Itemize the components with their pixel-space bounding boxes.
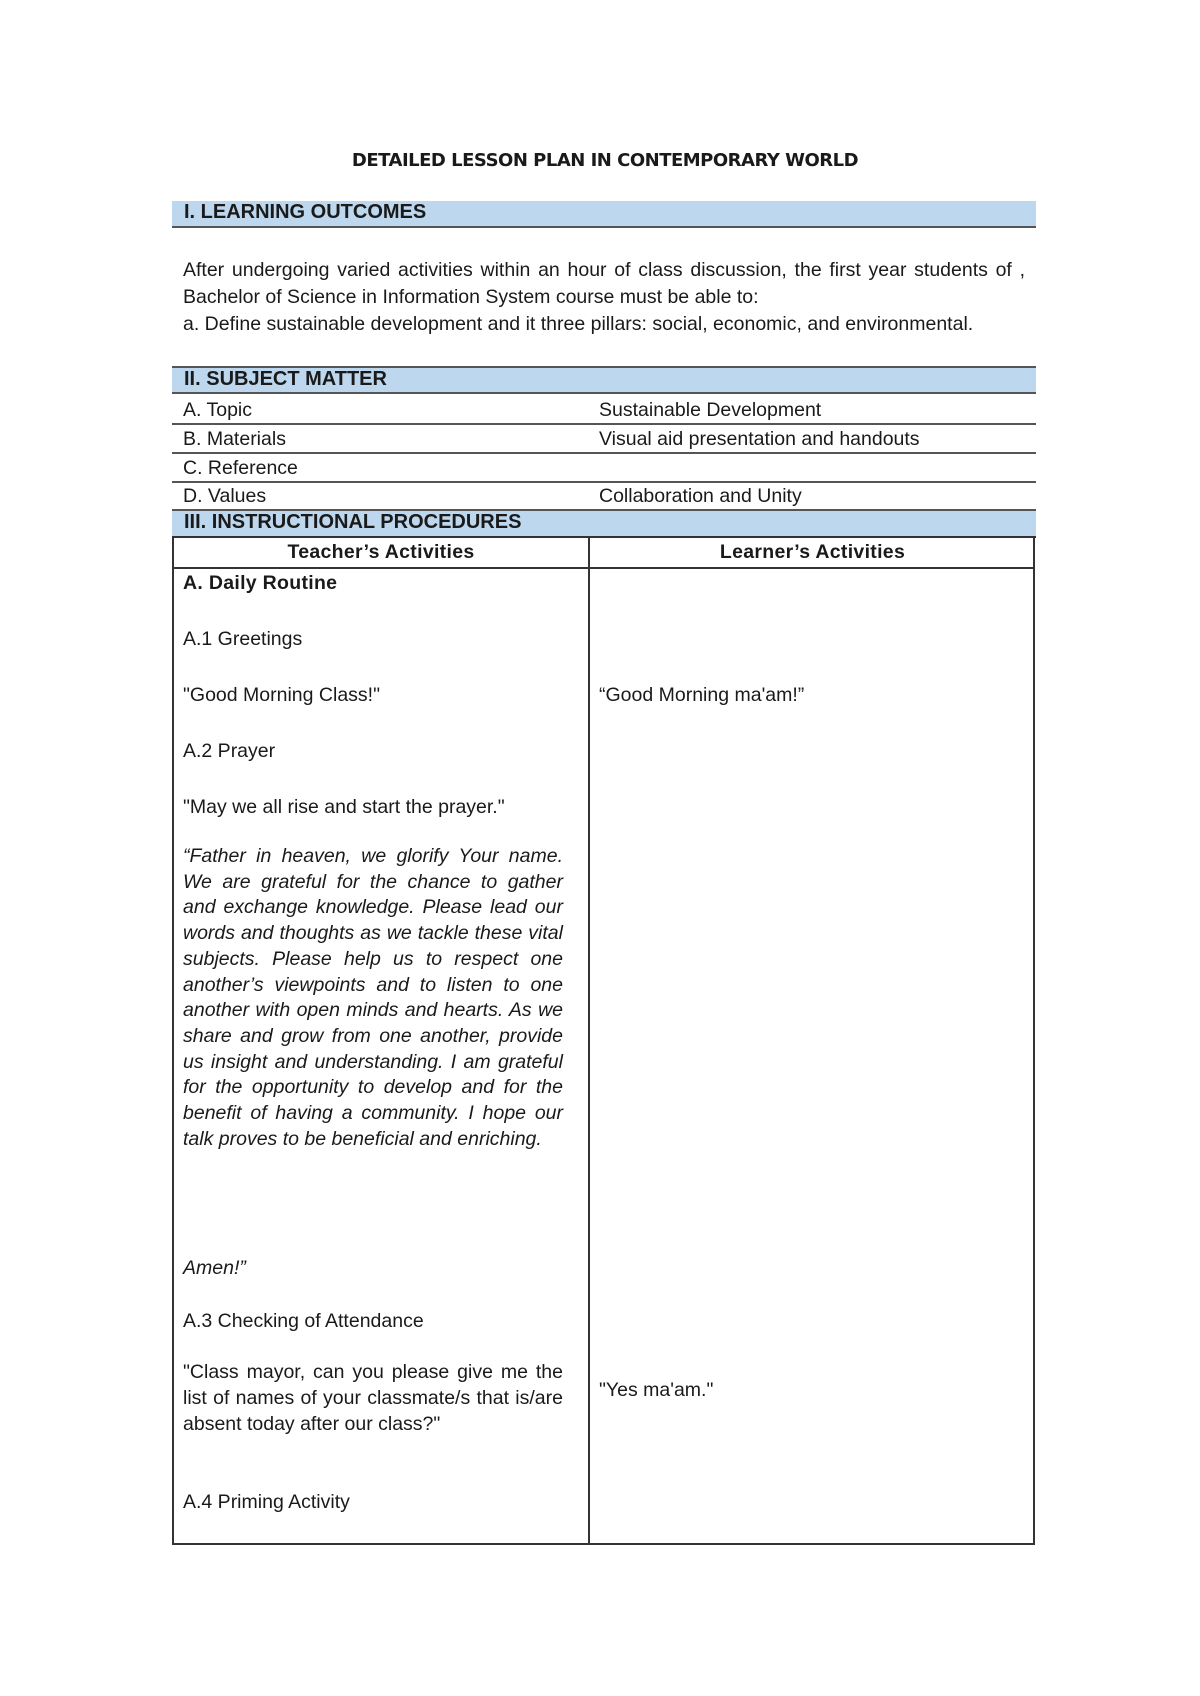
greetings-label: A.1 Greetings xyxy=(183,628,303,650)
prayer-amen: Amen!” xyxy=(183,1257,246,1279)
reference-label: C. Reference xyxy=(183,457,298,479)
subject-matter-row-materials xyxy=(172,425,1036,454)
document-title: DETAILED LESSON PLAN IN CONTEMPORARY WORLD xyxy=(351,150,859,171)
greetings-teacher: "Good Morning Class!" xyxy=(183,684,381,706)
prayer-label: A.2 Prayer xyxy=(183,740,276,762)
learning-outcomes-intro: After undergoing varied activities within an hour of class discussion, the first year students of , Bachelor of Science in Information System course must be able to: xyxy=(183,259,1025,308)
subject-matter-heading-text: II. SUBJECT MATTER xyxy=(184,368,387,390)
subject-matter-heading xyxy=(172,366,1036,394)
learning-outcomes-objective-a: a. Define sustainable development and it three pillars: social, economic, and environmental. xyxy=(183,313,974,335)
materials-label: B. Materials xyxy=(183,428,286,450)
subject-matter-row-reference xyxy=(172,454,1036,483)
greetings-learner: “Good Morning ma'am!” xyxy=(599,684,805,706)
attendance-learner: "Yes ma'am." xyxy=(599,1379,714,1401)
prayer-text: “Father in heaven, we glorify Your name. We are grateful for the chance to gather and exchange knowledge. Please lead our words and thoughts as we tackle these vital subjects. Please help us to respect one another’s viewpoints and to listen to one another with open minds and hearts. As we share and grow from one another, provide us insight and understanding. I am grateful for the opportunity to develop and for the benefit of having a community. I hope our talk proves to be beneficial and enriching. xyxy=(183,845,563,1150)
learning-outcomes-heading xyxy=(172,201,1036,228)
attendance-teacher: "Class mayor, can you please give me the list of names of your classmate/s that is/are absent today after our class?" xyxy=(183,1361,563,1435)
teacher-activities-header: Teacher’s Activities xyxy=(287,541,475,563)
learner-activities-header: Learner’s Activities xyxy=(719,541,906,563)
column-divider xyxy=(588,537,590,1543)
header-rule xyxy=(174,567,1033,569)
priming-activity-label: A.4 Priming Activity xyxy=(183,1491,350,1513)
subject-matter-row-topic xyxy=(172,396,1036,425)
daily-routine-heading: A. Daily Routine xyxy=(183,572,338,594)
values-value: Collaboration and Unity xyxy=(599,485,802,507)
procedures-heading xyxy=(172,511,1036,538)
prayer-teacher: "May we all rise and start the prayer." xyxy=(183,796,505,818)
materials-value: Visual aid presentation and handouts xyxy=(599,428,920,450)
subject-matter-row-values xyxy=(172,482,1036,511)
learning-outcomes-heading-text: I. LEARNING OUTCOMES xyxy=(184,201,427,223)
values-label: D. Values xyxy=(183,485,267,507)
topic-label: A. Topic xyxy=(183,399,253,421)
procedures-heading-text: III. INSTRUCTIONAL PROCEDURES xyxy=(184,511,522,533)
topic-value: Sustainable Development xyxy=(599,399,822,421)
attendance-label: A.3 Checking of Attendance xyxy=(183,1310,424,1332)
